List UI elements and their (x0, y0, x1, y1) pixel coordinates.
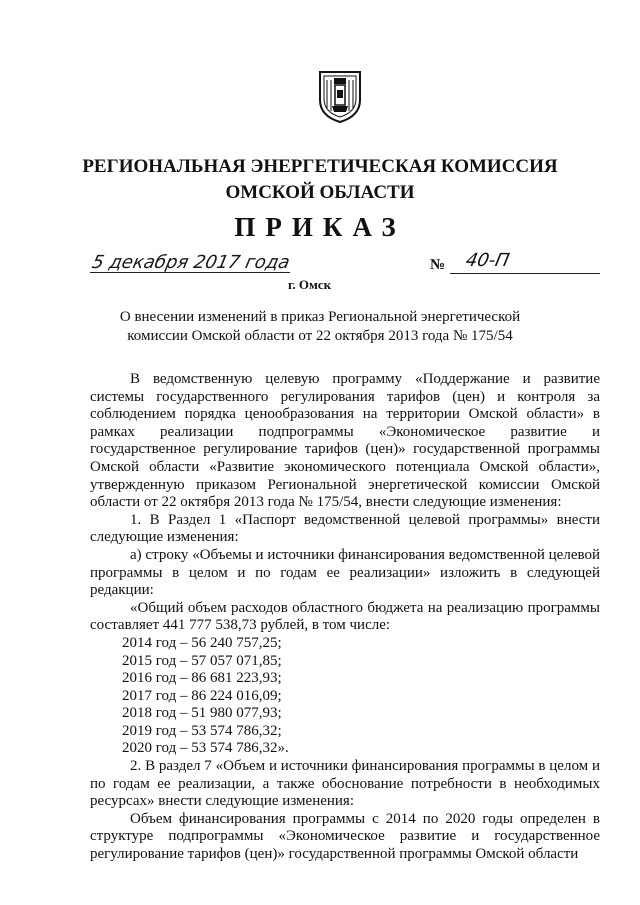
number-underline (450, 273, 600, 274)
document-title: ПРИКАЗ (234, 212, 406, 242)
year-line-2014: 2014 год – 56 240 757,25; (122, 634, 282, 651)
item-1-paragraph: 1. В Раздел 1 «Паспорт ведомственной целевой программы» внести следующие изменения: (90, 511, 600, 546)
year-line-2020: 2020 год – 53 574 786,32». (122, 740, 289, 757)
handwritten-date: 5 декабря 2017 года (90, 252, 292, 273)
year-line-2018: 2018 год – 51 980 077,93; (122, 705, 282, 722)
number-sign: № (430, 257, 446, 273)
year-line-2017: 2017 год – 86 224 016,09; (122, 687, 282, 704)
order-subject (110, 308, 530, 346)
quote-paragraph: «Общий объем расходов областного бюджета на реализацию программы составляет 441 777 538,73 рублей, в том числе: (90, 599, 600, 634)
subject-line1: О внесении изменений в приказ Региональной энергетической (119, 309, 521, 325)
item-1a-paragraph: а) строку «Объемы и источники финансирования ведомственной целевой программы в целом и по годам ее реализации» изложить в следующей редакции: (90, 546, 600, 599)
city-label: г. Омск (288, 277, 332, 292)
omsk-coat-of-arms-emblem (318, 70, 362, 124)
year-line-2015: 2015 год – 57 057 071,85; (122, 652, 282, 669)
item-2-paragraph: 2. В раздел 7 «Объем и источники финансирования программы в целом и по годам ее реализации, а также обоснование потребности в необходимых ресурсах» внести следующие изменения: (90, 758, 600, 810)
handwritten-order-number: 40-П (463, 250, 512, 271)
date-underline (90, 272, 290, 273)
organization-name-line1: РЕГИОНАЛЬНАЯ ЭНЕРГЕТИЧЕСКАЯ КОМИССИЯ (82, 156, 558, 177)
subject-line2: комиссии Омской области от 22 октября 2013 года № 175/54 (127, 328, 513, 344)
organization-name-line2: ОМСКОЙ ОБЛАСТИ (225, 182, 415, 203)
intro-paragraph: В ведомственную целевую программу «Поддержание и развитие системы государственного регулирования тарифов (цен) и контроля за соблюдением порядка ценообразования на территории Омской области» в рамках реализации подпрограммы «Экономическое развитие и государственное регулирование тарифов (цен)» государственной программы Омской области «Развитие экономического потенциала Омской области», утвержденную приказом Региональной энергетической комиссии Омской области от 22 октября 2013 года № 175/54, внести следующие изменения: (90, 371, 600, 511)
closing-paragraph: Объем финансирования программы с 2014 по 2020 годы определен в структуре подпрограммы «Экономическое развитие и государственное регулирование тарифов (цен)» государственной программы Омской области (90, 810, 600, 863)
year-line-2019: 2019 год – 53 574 786,32; (122, 722, 282, 739)
year-line-2016: 2016 год – 86 681 223,93; (122, 670, 282, 687)
order-body (90, 371, 600, 864)
